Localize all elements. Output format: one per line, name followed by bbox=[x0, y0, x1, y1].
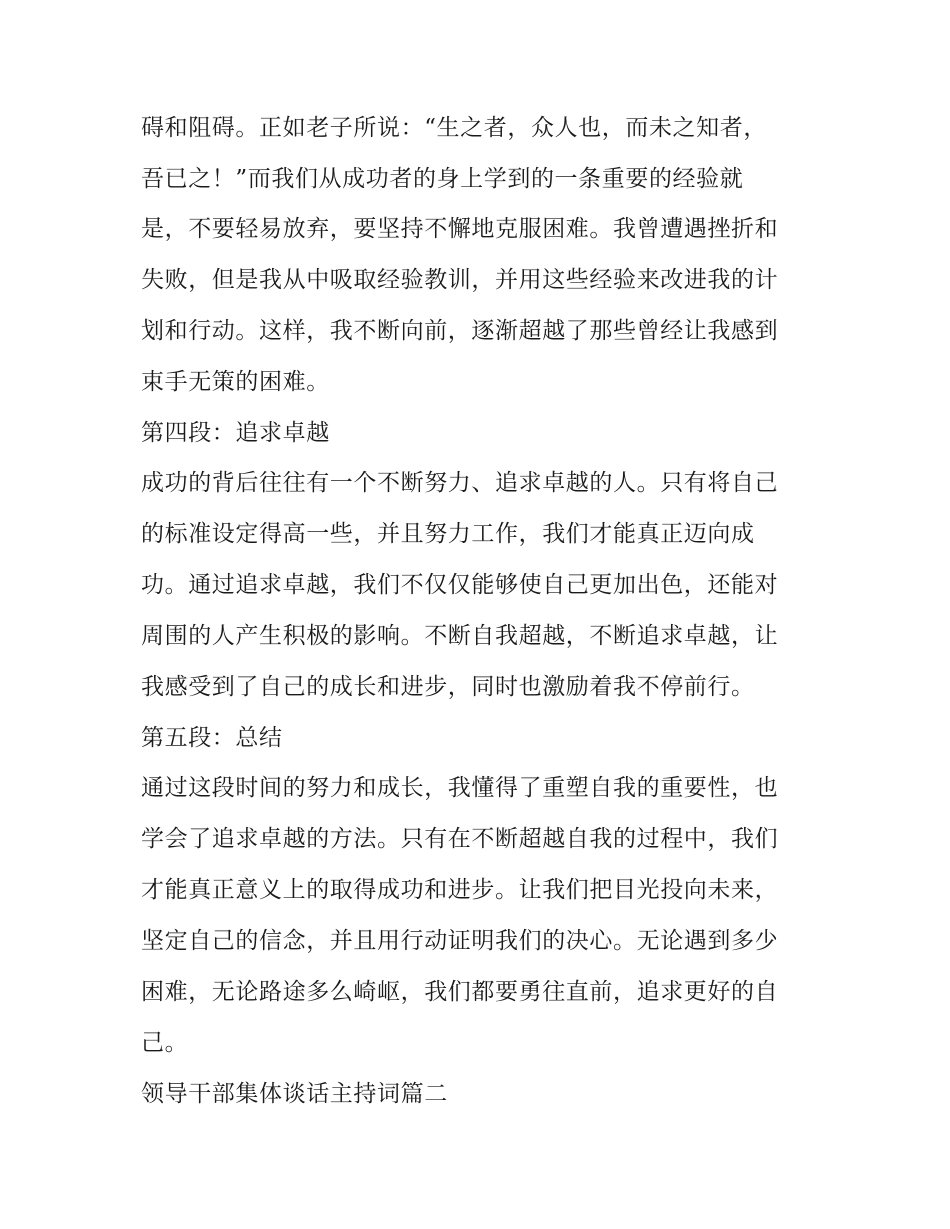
text-line-1: 碍和阻碍。正如老子所说：“生之者，众人也，而未之知者， bbox=[141, 115, 767, 141]
text-line-18: 困难，无论路途多么崎岖，我们都要勇往直前，追求更好的自 bbox=[141, 979, 779, 1005]
text-line-3: 是，不要轻易放弃，要坚持不懈地克服困难。我曾遭遇挫折和 bbox=[141, 216, 779, 242]
text-line-11: 周围的人产生积极的影响。不断自我超越，不断追求卓越，让 bbox=[141, 623, 779, 649]
text-line-17: 坚定自己的信念，并且用行动证明我们的决心。无论遇到多少 bbox=[141, 928, 779, 954]
text-line-8: 成功的背后往往有一个不断努力、追求卓越的人。只有将自己 bbox=[141, 470, 779, 496]
text-line-19: 己。 bbox=[141, 1030, 189, 1056]
text-line-10: 功。通过追求卓越，我们不仅仅能够使自己更加出色，还能对 bbox=[141, 572, 779, 598]
section-heading-4: 第四段：追求卓越 bbox=[141, 420, 330, 446]
article-title-part-two: 领导干部集体谈话主持词篇二 bbox=[141, 1081, 448, 1107]
section-heading-5: 第五段：总结 bbox=[141, 725, 283, 751]
text-line-14: 通过这段时间的努力和成长，我懂得了重塑自我的重要性，也 bbox=[141, 775, 779, 801]
text-line-9: 的标准设定得高一些，并且努力工作，我们才能真正迈向成 bbox=[141, 521, 755, 547]
text-line-12: 我感受到了自己的成长和进步，同时也激励着我不停前行。 bbox=[141, 674, 755, 700]
text-line-6: 束手无策的困难。 bbox=[141, 369, 330, 395]
text-line-2: 吾已之！”而我们从成功者的身上学到的一条重要的经验就 bbox=[141, 166, 744, 192]
text-line-4: 失败，但是我从中吸取经验教训，并用这些经验来改进我的计 bbox=[141, 267, 779, 293]
text-line-15: 学会了追求卓越的方法。只有在不断超越自我的过程中，我们 bbox=[141, 826, 779, 852]
text-line-16: 才能真正意义上的取得成功和进步。让我们把目光投向未来， bbox=[141, 877, 779, 903]
text-line-5: 划和行动。这样，我不断向前，逐渐超越了那些曾经让我感到 bbox=[141, 318, 779, 344]
